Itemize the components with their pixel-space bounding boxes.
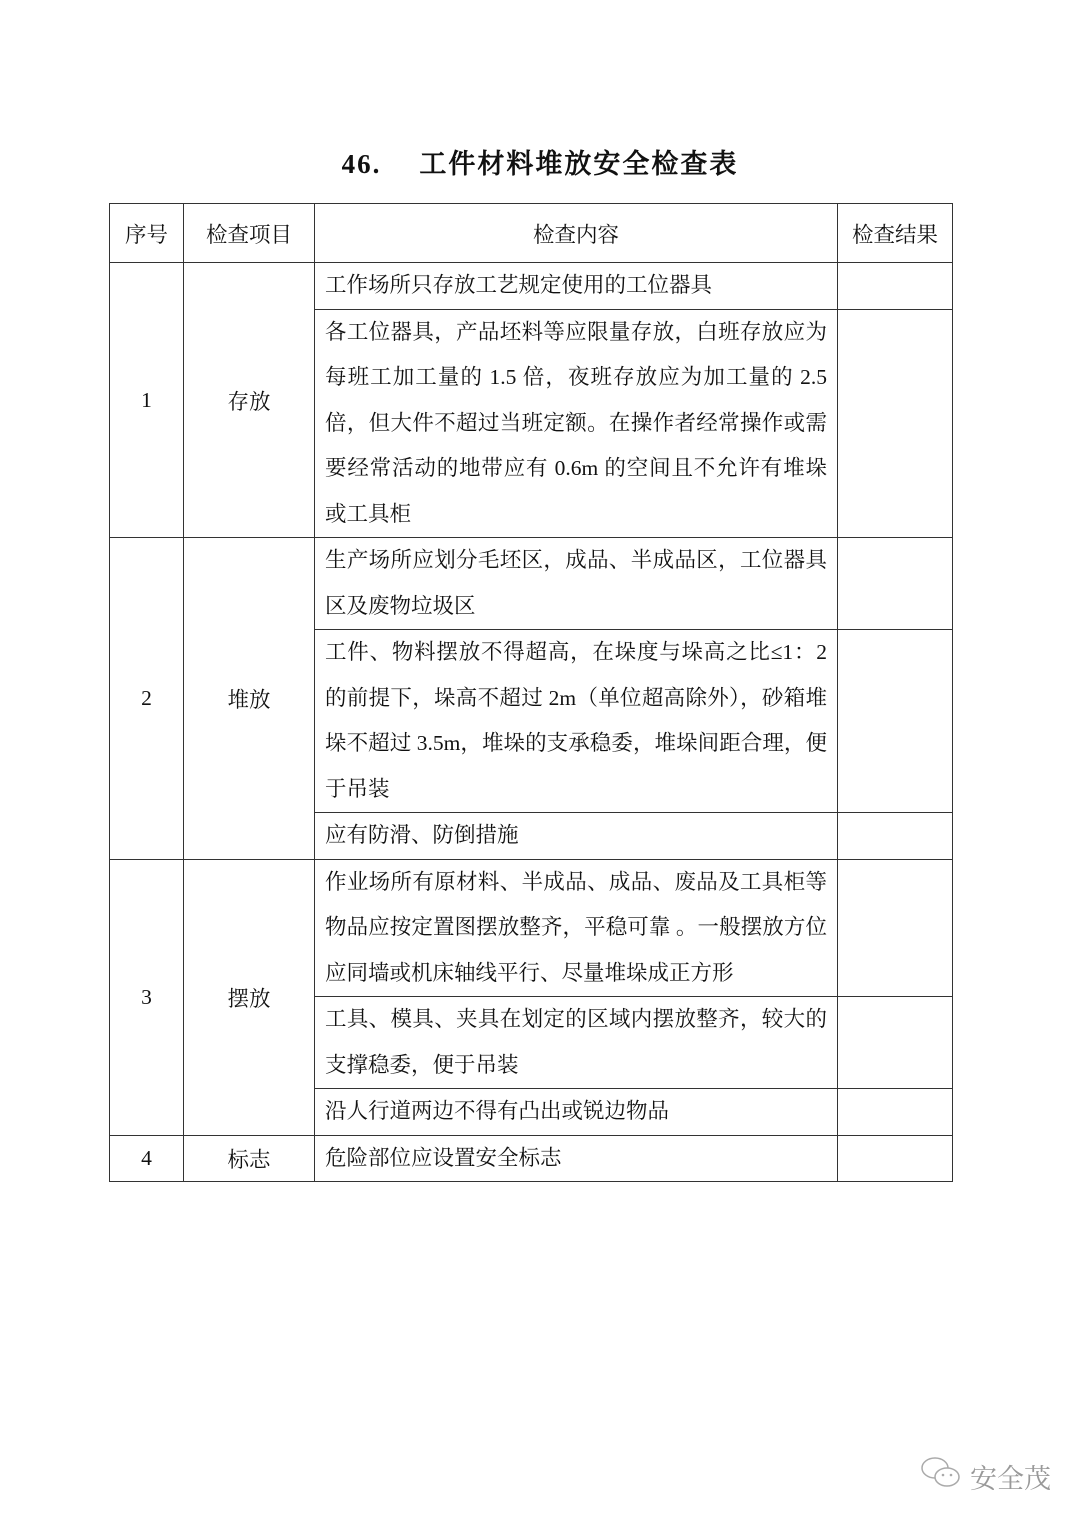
row-no: 2 <box>110 538 184 860</box>
row-result[interactable] <box>838 538 953 630</box>
row-content: 生产场所应划分毛坯区，成品、半成品区，工位器具区及废物垃圾区 <box>315 538 838 630</box>
table-row <box>110 859 953 997</box>
header-content: 检查内容 <box>315 204 838 263</box>
row-result[interactable] <box>838 997 953 1089</box>
table-header-row <box>110 204 953 263</box>
wechat-icon <box>920 1455 962 1498</box>
row-item: 堆放 <box>184 538 315 860</box>
row-content: 作业场所有原材料、半成品、成品、废品及工具柜等物品应按定置图摆放整齐，平稳可靠 。一般摆放方位应同墙或机床轴线平行、尽量堆垛成正方形 <box>315 859 838 997</box>
row-result[interactable] <box>838 859 953 997</box>
row-content: 工作场所只存放工艺规定使用的工位器具 <box>315 263 838 310</box>
row-content: 各工位器具，产品坯料等应限量存放，白班存放应为每班工加工量的 1.5 倍，夜班存放应为加工量的 2.5 倍，但大件不超过当班定额。在操作者经常操作或需要经常活动的地带应有 0.6m 的空间且不允许有堆垛或工具柜 <box>315 309 838 538</box>
row-content: 危险部位应设置安全标志 <box>315 1135 838 1182</box>
row-item: 摆放 <box>184 859 315 1135</box>
table-row <box>110 263 953 310</box>
row-no: 1 <box>110 263 184 538</box>
row-result[interactable] <box>838 630 953 813</box>
row-no: 4 <box>110 1135 184 1182</box>
row-result[interactable] <box>838 1089 953 1136</box>
row-no: 3 <box>110 859 184 1135</box>
row-result[interactable] <box>838 263 953 310</box>
title-number: 46. <box>341 149 382 179</box>
row-content: 工件、物料摆放不得超高，在垛度与垛高之比≤1：2的前提下，垛高不超过 2m（单位超高除外），砂箱堆垛不超过 3.5m，堆垛的支承稳委，堆垛间距合理，便于吊装 <box>315 630 838 813</box>
header-item: 检查项目 <box>184 204 315 263</box>
table-row <box>110 538 953 630</box>
table-row <box>110 1135 953 1182</box>
row-item: 标志 <box>184 1135 315 1182</box>
page-title <box>0 142 1080 181</box>
inspection-table <box>109 203 953 1182</box>
watermark <box>920 1455 1051 1498</box>
row-item: 存放 <box>184 263 315 538</box>
row-result[interactable] <box>838 1135 953 1182</box>
watermark-text: 安全茂 <box>970 1464 1051 1495</box>
row-content: 工具、模具、夹具在划定的区域内摆放整齐，较大的支撑稳委，便于吊装 <box>315 997 838 1089</box>
row-content: 应有防滑、防倒措施 <box>315 813 838 860</box>
row-result[interactable] <box>838 309 953 538</box>
row-result[interactable] <box>838 813 953 860</box>
row-content: 沿人行道两边不得有凸出或锐边物品 <box>315 1089 838 1136</box>
header-result: 检查结果 <box>838 204 953 263</box>
header-no: 序号 <box>110 204 184 263</box>
title-text: 工件材料堆放安全检查表 <box>419 149 739 179</box>
